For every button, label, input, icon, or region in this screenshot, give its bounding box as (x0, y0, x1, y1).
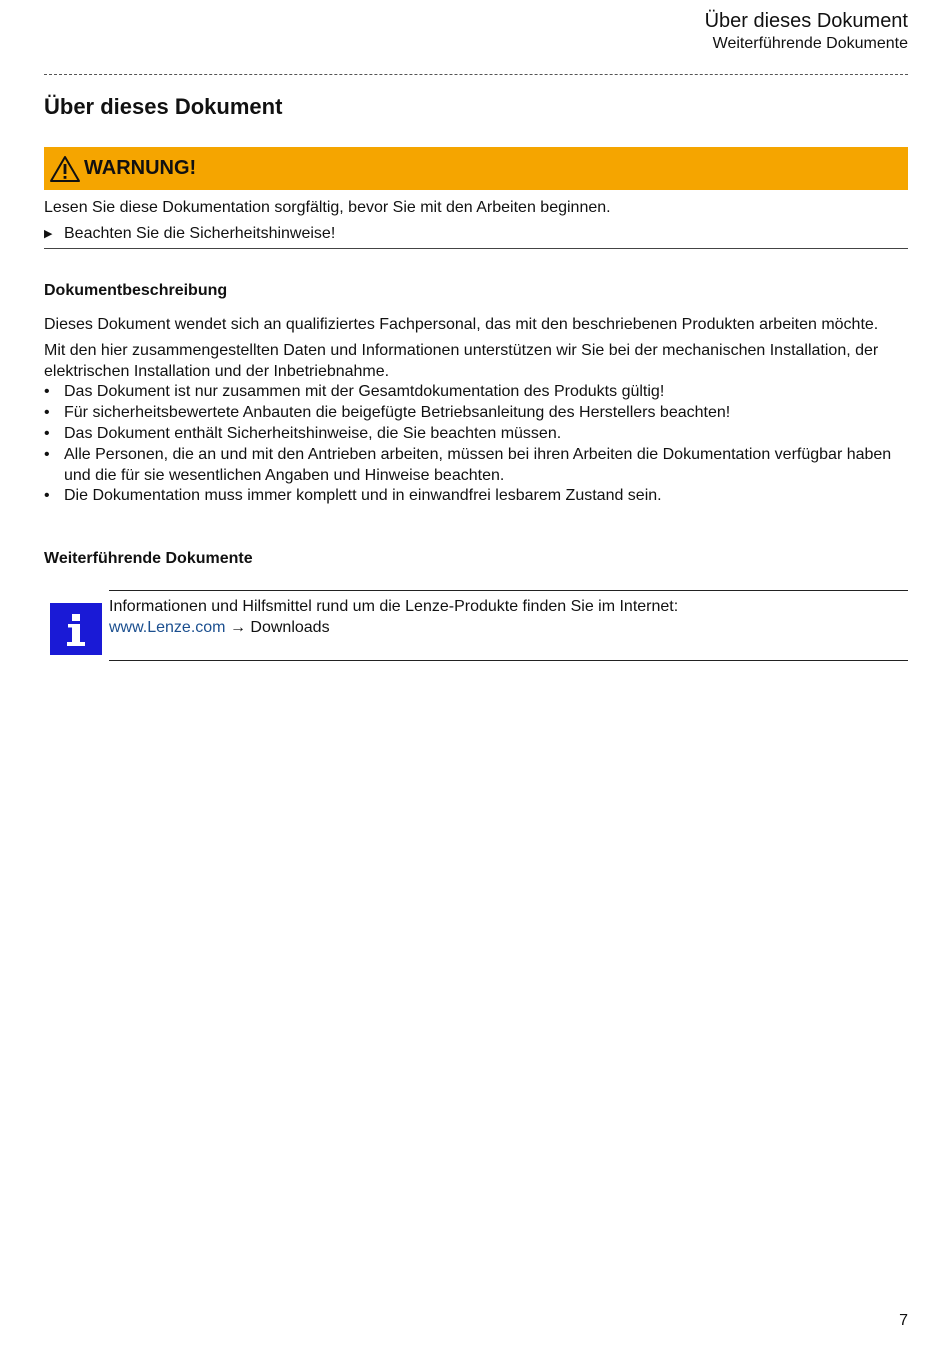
step-arrow-icon: ▶ (44, 228, 53, 240)
bullet-marker: • (44, 445, 50, 463)
arrow-right-icon: → (229, 619, 246, 636)
lenze-website-link[interactable]: www.Lenze.com (109, 619, 226, 636)
warning-text: Lesen Sie diese Dokumentation sorgfältig, bevor Sie mit den Arbeiten beginnen. (44, 199, 611, 216)
section-title: Über dieses Dokument (44, 94, 283, 119)
warning-step-text: Beachten Sie die Sicherheitshinweise! (64, 225, 336, 242)
warning-divider (44, 248, 908, 249)
list-item-text: Das Dokument enthält Sicherheitshinweise, die Sie beachten müssen. (64, 424, 562, 442)
bullet-marker: • (44, 404, 50, 422)
bullet-marker: • (44, 383, 50, 401)
info-note-text: Informationen und Hilfsmittel rund um die Lenze-Produkte finden Sie im Internet: (109, 598, 679, 615)
info-note (109, 596, 678, 638)
description-bullet-list (44, 382, 908, 507)
downloads-label: Downloads (250, 619, 330, 636)
list-item-text: Die Dokumentation muss immer komplett und in einwandfrei lesbarem Zustand sein. (64, 487, 662, 505)
list-item (44, 445, 908, 487)
info-divider-bottom (109, 660, 908, 661)
info-link-line (109, 617, 678, 638)
list-item (44, 403, 908, 424)
list-item (44, 382, 908, 403)
bullet-marker: • (44, 424, 50, 442)
description-paragraph: Mit den hier zusammengestellten Daten und Informationen unterstützen wir Sie bei der mechanischen Installation, der elektrischen Installation und der Inbetriebnahme. (44, 341, 879, 380)
header-divider (44, 74, 908, 75)
bullet-marker: • (44, 487, 50, 505)
warning-label: WARNUNG! (84, 157, 197, 179)
description-heading: Dokumentbeschreibung (44, 282, 228, 299)
info-divider-top (109, 590, 908, 591)
list-item (44, 424, 908, 445)
further-documents-heading: Weiterführende Dokumente (44, 550, 253, 567)
list-item-text: Alle Personen, die an und mit den Antrieben arbeiten, müssen bei ihren Arbeiten die Dokumentation verfügbar haben und die für sie wesentlichen Angaben und Hinweise beachten. (64, 445, 892, 484)
warning-triangle-icon (49, 155, 81, 183)
header-title: Über dieses Dokument (704, 10, 908, 32)
list-item-text: Das Dokument ist nur zusammen mit der Gesamtdokumentation des Produkts gültig! (64, 383, 665, 401)
page-header (705, 8, 908, 54)
list-item-text: Für sicherheitsbewertete Anbauten die beigefügte Betriebsanleitung des Herstellers beachten! (64, 404, 731, 422)
header-subtitle: Weiterführende Dokumente (712, 35, 908, 52)
warning-banner (44, 147, 908, 190)
warning-step (44, 224, 335, 244)
description-body (44, 315, 908, 507)
list-item (44, 486, 908, 507)
info-icon (50, 603, 102, 655)
description-paragraph: Dieses Dokument wendet sich an qualifiziertes Fachpersonal, das mit den beschriebenen Produkten arbeiten möchte. (44, 316, 879, 333)
page-number: 7 (899, 1312, 908, 1329)
